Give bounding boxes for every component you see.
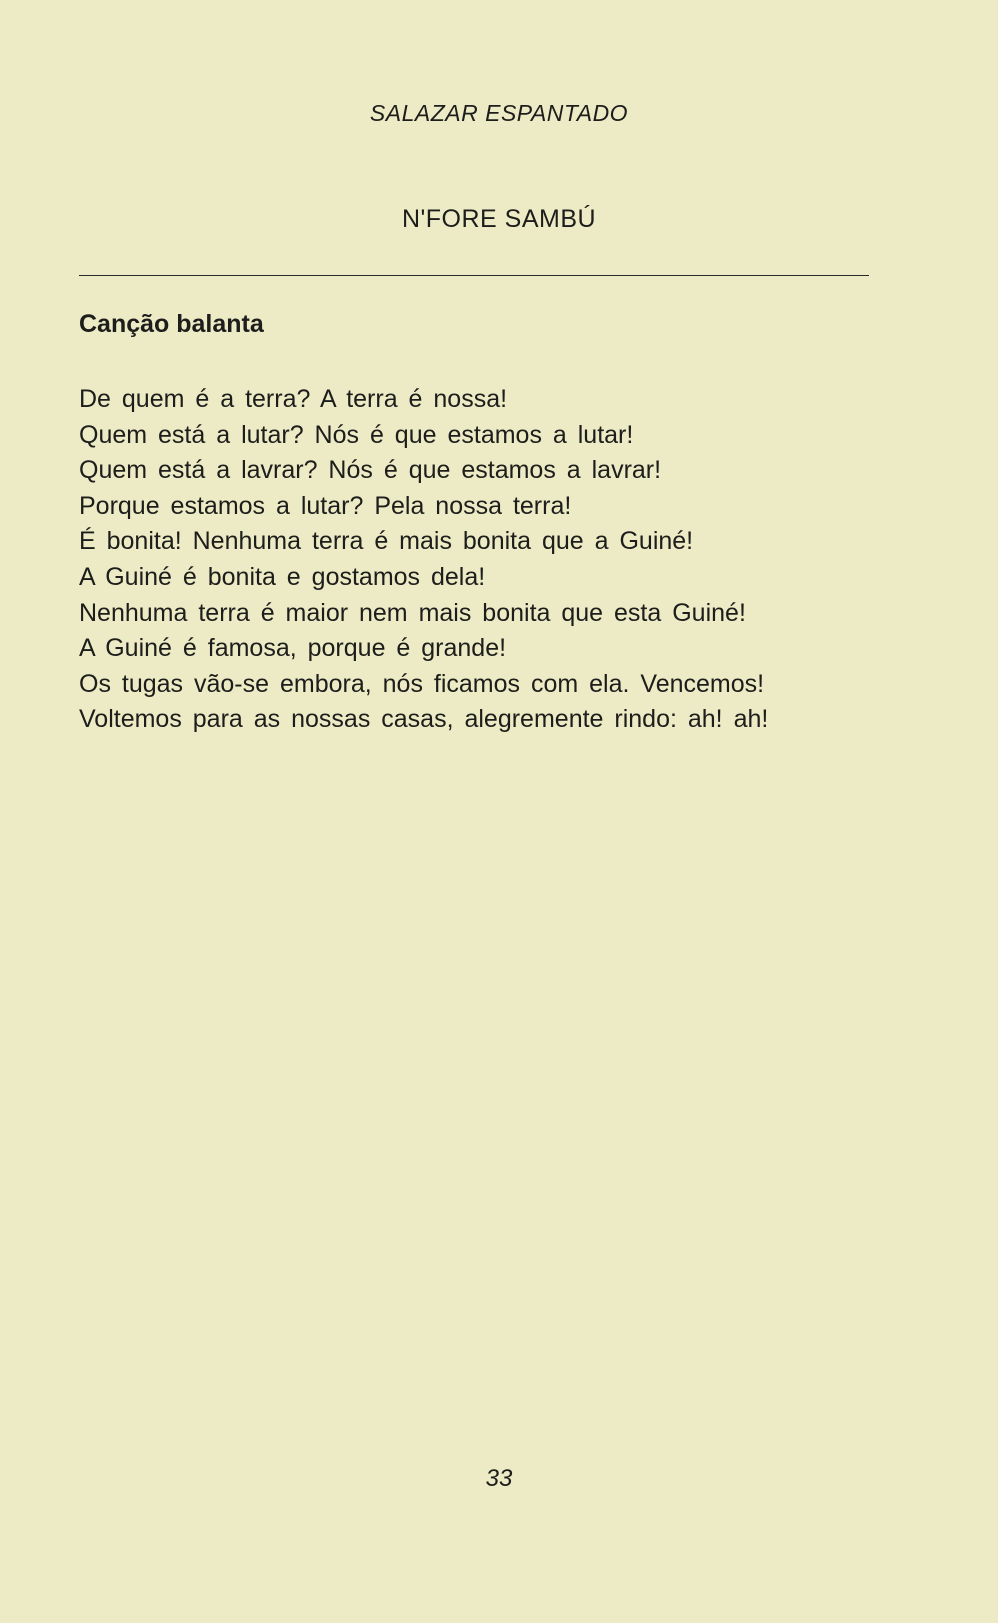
- poem-title: Canção balanta: [79, 310, 264, 338]
- verse-line: Voltemos para as nossas casas, alegremente rindo: ah! ah!: [79, 705, 769, 734]
- verse-line: Nenhuma terra é maior nem mais bonita que esta Guiné!: [79, 598, 746, 627]
- verse-line: Quem está a lutar? Nós é que estamos a lutar!: [79, 420, 634, 449]
- verse-line: De quem é a terra? A terra é nossa!: [79, 385, 508, 413]
- verse-line: Porque estamos a lutar? Pela nossa terra!: [79, 491, 572, 520]
- verse-line: É bonita! Nenhuma terra é mais bonita que a Guiné!: [79, 527, 694, 556]
- author-name: N'FORE SAMBÚ: [401, 205, 597, 233]
- page-number: 33: [485, 1465, 513, 1492]
- running-head: SALAZAR ESPANTADO: [369, 100, 629, 126]
- divider-rule: [79, 275, 869, 276]
- verse-line: A Guiné é famosa, porque é grande!: [79, 634, 507, 663]
- poem-verses: [79, 382, 879, 738]
- verse-line: A Guiné é bonita e gostamos dela!: [79, 562, 486, 591]
- verse-line: Quem está a lavrar? Nós é que estamos a lavrar!: [79, 456, 662, 485]
- verse-line: Os tugas vão-se embora, nós ficamos com ela. Vencemos!: [79, 669, 765, 698]
